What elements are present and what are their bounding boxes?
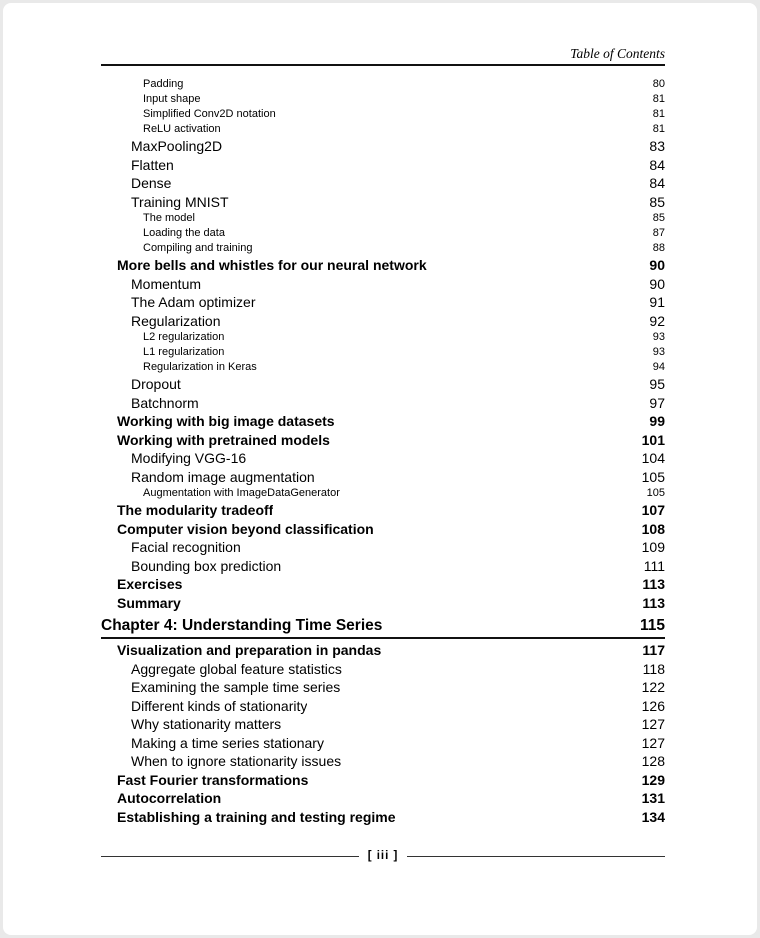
toc-entry — [101, 678, 665, 697]
toc-entry — [101, 107, 665, 122]
footer-rule-left — [101, 856, 359, 857]
toc-entry-page-number: 127 — [641, 716, 665, 732]
toc-entry-title: The model — [143, 212, 195, 224]
toc-entry-page-number: 87 — [652, 227, 665, 239]
toc-entry-page-number: 81 — [652, 93, 665, 105]
toc-entry-title: Regularization — [131, 312, 221, 329]
toc-entry — [101, 771, 665, 790]
toc-entry-page-number: 84 — [649, 175, 665, 191]
toc-entry-title: Random image augmentation — [131, 468, 315, 485]
toc-entry — [101, 360, 665, 375]
toc-entry-title: ReLU activation — [143, 123, 221, 135]
toc-entry — [101, 752, 665, 771]
toc-entry-page-number: 85 — [652, 212, 665, 224]
toc-entry-title: Augmentation with ImageDataGenerator — [143, 487, 340, 499]
toc-entry-page-number: 99 — [649, 413, 665, 429]
toc-entry-page-number: 122 — [641, 679, 665, 695]
toc-entry — [101, 241, 665, 256]
toc-entry — [101, 412, 665, 431]
toc-entry-title: L1 regularization — [143, 346, 225, 358]
toc-entry-page-number: 95 — [649, 376, 665, 392]
toc-entry-title: Computer vision beyond classification — [117, 520, 374, 537]
toc-chapter-entry — [101, 615, 665, 639]
running-header — [101, 47, 665, 66]
document-page — [3, 3, 757, 935]
toc-entry-title: When to ignore stationarity issues — [131, 753, 342, 769]
toc-entry-title: Working with big image datasets — [117, 413, 335, 429]
toc-entry — [101, 137, 665, 156]
toc-entry-title: Making a time series stationary — [131, 734, 324, 751]
toc-entry-title: Aggregate global feature statistics — [131, 660, 342, 677]
toc-entry — [101, 808, 665, 827]
toc-entry-title: Dense — [131, 175, 172, 191]
toc-entry-title: Dropout — [131, 376, 181, 392]
toc-entry — [101, 345, 665, 360]
toc-entry — [101, 734, 665, 753]
toc-entry-title: Chapter 4: Understanding Time Series — [101, 617, 383, 634]
toc-entry-title: Training MNIST — [131, 193, 229, 210]
toc-entry — [101, 520, 665, 539]
toc-entry — [101, 486, 665, 501]
toc-entry-page-number: 109 — [641, 539, 665, 555]
toc-entry — [101, 789, 665, 808]
running-header-title: Table of Contents — [570, 46, 665, 61]
toc-entry — [101, 594, 665, 613]
toc-entry — [101, 226, 665, 241]
toc-entry-title: L2 regularization — [143, 331, 225, 343]
toc-entry — [101, 211, 665, 226]
toc-entry — [101, 715, 665, 734]
toc-entry-page-number: 93 — [652, 331, 665, 343]
toc-entry-page-number: 85 — [649, 193, 665, 210]
toc-entry-page-number: 126 — [641, 697, 665, 714]
toc-entry-title: Simplified Conv2D notation — [143, 108, 276, 120]
toc-entry — [101, 394, 665, 413]
toc-entry-page-number: 93 — [652, 346, 665, 358]
toc-entry-page-number: 90 — [649, 275, 665, 292]
toc-entry — [101, 275, 665, 294]
toc-entry — [101, 312, 665, 331]
toc-entry-title: Autocorrelation — [117, 790, 222, 806]
toc-entry-title: Summary — [117, 594, 181, 611]
toc-entry — [101, 501, 665, 520]
toc-entry-title: The Adam optimizer — [131, 294, 256, 310]
toc-entry-title: Fast Fourier transformations — [117, 771, 309, 788]
toc-entry-page-number: 129 — [641, 771, 665, 788]
toc-entry-page-number: 111 — [643, 557, 665, 574]
toc-entry-page-number: 104 — [641, 450, 665, 466]
toc-entry — [101, 660, 665, 679]
toc-entry-page-number: 117 — [642, 642, 665, 658]
toc-entry — [101, 557, 665, 576]
toc-entry-page-number: 80 — [652, 78, 665, 90]
toc-entry-title: MaxPooling2D — [131, 138, 223, 154]
toc-entry-page-number: 94 — [652, 361, 665, 373]
toc-entry-page-number: 113 — [642, 594, 665, 611]
toc-entry — [101, 293, 665, 312]
toc-entry — [101, 156, 665, 175]
toc-entry-title: Different kinds of stationarity — [131, 697, 308, 714]
page-footer — [101, 849, 665, 863]
footer-rule-right — [407, 856, 665, 857]
toc-entry-page-number: 118 — [642, 660, 665, 677]
toc-entry — [101, 193, 665, 212]
toc-entry-title: Examining the sample time series — [131, 679, 341, 695]
toc-entry-title: Bounding box prediction — [131, 557, 282, 574]
toc-entry-title: More bells and whistles for our neural network — [117, 257, 427, 273]
toc-entry-title: Why stationarity matters — [131, 716, 282, 732]
toc-entry-title: Establishing a training and testing regime — [117, 808, 396, 825]
toc-entry — [101, 697, 665, 716]
toc-entry-page-number: 81 — [652, 123, 665, 135]
toc-entry-page-number: 128 — [641, 753, 665, 769]
toc-entry-page-number: 105 — [646, 487, 665, 499]
toc-entry — [101, 538, 665, 557]
toc-entry-page-number: 92 — [649, 312, 665, 329]
toc-entry — [101, 256, 665, 275]
toc-entry — [101, 575, 665, 594]
toc-entry-page-number: 81 — [652, 108, 665, 120]
toc-entry-title: Compiling and training — [143, 242, 253, 254]
toc-entry-title: Visualization and preparation in pandas — [117, 642, 382, 658]
toc-entry-page-number: 108 — [641, 520, 665, 537]
toc-entry-page-number: 127 — [641, 734, 665, 751]
toc-entry-title: Padding — [143, 78, 184, 90]
folio-page-number: [ iii ] — [367, 850, 399, 862]
toc-entry-title: Flatten — [131, 156, 174, 173]
toc-entry-title: Regularization in Keras — [143, 361, 257, 373]
toc-entry-title: The modularity tradeoff — [117, 502, 274, 518]
toc-entry-page-number: 107 — [641, 502, 665, 518]
toc-entry — [101, 468, 665, 487]
toc-list — [101, 77, 665, 826]
toc-entry — [101, 641, 665, 660]
toc-entry-page-number: 134 — [641, 808, 665, 825]
toc-entry-page-number: 83 — [649, 138, 665, 154]
toc-entry — [101, 375, 665, 394]
toc-entry — [101, 330, 665, 345]
toc-entry-title: Facial recognition — [131, 539, 241, 555]
toc-entry — [101, 174, 665, 193]
toc-entry — [101, 449, 665, 468]
toc-entry-page-number: 88 — [652, 242, 665, 254]
toc-entry-title: Modifying VGG-16 — [131, 450, 247, 466]
toc-entry-page-number: 84 — [649, 156, 665, 173]
toc-entry-page-number: 105 — [641, 468, 665, 485]
toc-entry-page-number: 131 — [641, 790, 665, 806]
toc-entry-page-number: 91 — [649, 294, 665, 310]
toc-entry — [101, 431, 665, 450]
toc-entry-title: Momentum — [131, 275, 202, 292]
toc-entry-title: Input shape — [143, 93, 201, 105]
toc-entry-page-number: 115 — [639, 617, 665, 634]
toc-entry — [101, 122, 665, 137]
toc-entry — [101, 92, 665, 107]
toc-entry-title: Working with pretrained models — [117, 431, 330, 448]
toc-entry — [101, 77, 665, 92]
toc-entry-page-number: 90 — [649, 257, 665, 273]
toc-entry-title: Loading the data — [143, 227, 225, 239]
toc-entry-title: Exercises — [117, 576, 183, 592]
toc-entry-title: Batchnorm — [131, 394, 199, 411]
toc-entry-page-number: 101 — [641, 431, 665, 448]
toc-entry-page-number: 97 — [649, 394, 665, 411]
toc-entry-page-number: 113 — [642, 576, 665, 592]
